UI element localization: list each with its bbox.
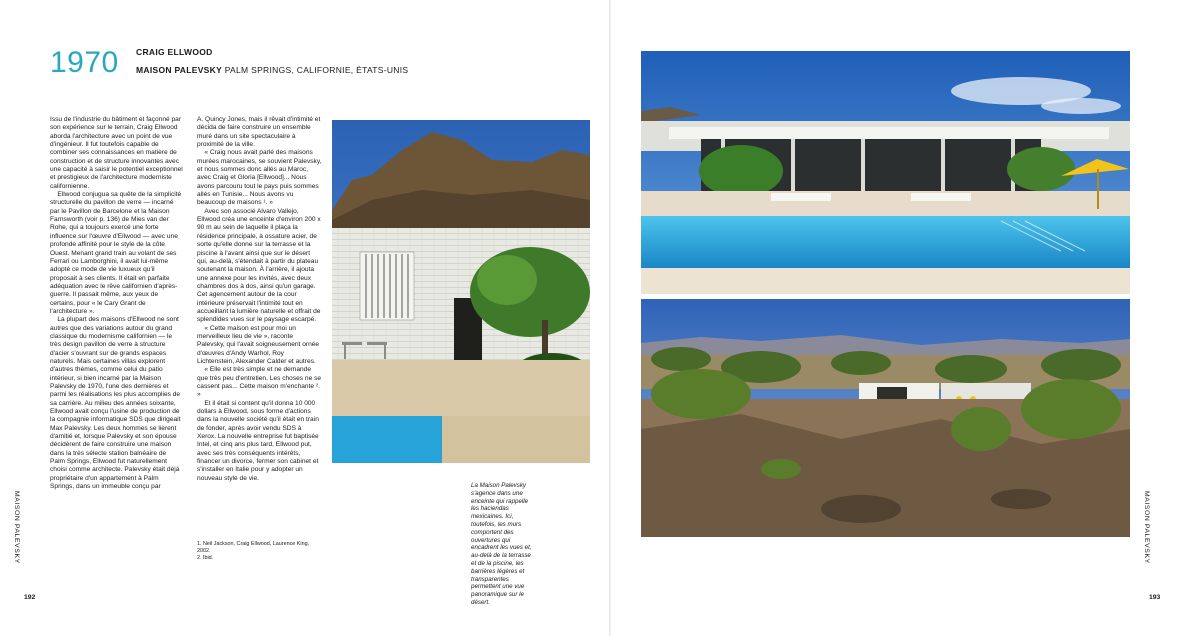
project-name: MAISON PALEVSKY — [136, 65, 223, 75]
body-column-1: Issu de l'industrie du bâtiment et façonné par son expérience sur le terrain, Craig Ellwood aborda l'architecture avec un point de vue d'ingénieur. Il fut toutefois capable de combiner ses connaissances en matière de construction et de structure innovantes avec une capacité à saisir le potentiel exceptionnel et prestigieux de l'architecture moderniste californienne. Ellwood conjugua sa quête de la simplicité structurelle du pavillon de verre — incarné par le Pavillon de Barcelone et la Maison Farnsworth (voir p. 136) de Mies van der Rohe, qui a toujours exercé une forte influence sur l'œuvre d'Ellwood — avec une profonde affinité pour le style de la côte Ouest. Menant grand train au volant de ses Ferrari ou Lamborghini, il avait lui-même adopté ce mode de vie luxueux qu'il proposait à ses clients. Il était en parfaite adéquation avec le rêve californien d'après-guerre. Il passait même, aux yeux de certains, pour « le Cary Grant de l'architecture ». La plupart des maisons d'Ellwood ne sont autres que des variations autour du grand classique du modernisme californien — le très design pavillon de verre à structure d'acier s'ouvrant sur de grands espaces naturels. Mais certaines villas explorent d'autres thèmes, comme celui du patio intérieur, si bien incarné par la Maison Palevsky de 1970, l'une des dernières et parmi les réalisations les plus accomplies de sa carrière. Au milieu des années soixante, Ellwood avait conçu l'usine de production de la compagnie informatique SDS que dirigeait Max Palevsky. Les deux hommes se lièrent d'amitié et, lorsque Palevsky et son épouse décidèrent de faire construire une maison dans la très sélecte station balnéaire de Palm Springs, Ellwood fut naturellement choisi comme architecte. Palevsky était déjà propriétaire d'un appartement à Palm Springs, dans un immeuble conçu par — [50, 116, 183, 491]
page-gutter — [609, 0, 611, 636]
footnotes: 1. Neil Jackson, Craig Ellwood, Laurence King, 2002. 2. Ibid. — [197, 541, 310, 561]
project-title — [136, 65, 408, 75]
desert-landscape-photo — [641, 299, 1130, 537]
running-head-left: MAISON PALEVSKY — [13, 491, 20, 564]
architect-name: CRAIG ELLWOOD — [136, 47, 213, 57]
body-column-2: A. Quincy Jones, mais il rêvait d'intimité et décida de faire construire un ensemble muré dans un site spectaculaire à proximité de la ville. « Craig nous avait parlé des maisons murées marocaines, se souvient Palevsky, et nous sommes donc allés au Maroc, avec Craig et Gloria [Ellwood]... Nous avons parcouru tout le pays puis sommes allés en Tunisie... Nous avons vu beaucoup de maisons ¹. » Avec son associé Alvaro Vallejo, Ellwood créa une enceinte d'environ 200 x 90 m au sein de laquelle il plaça la résidence principale, à ossature acier, de sorte qu'elle donne sur la terrasse et la piscine à l'avant ainsi que sur le désert qui, au-delà, s'étendait à partir du plateau soutenant la maison. À l'arrière, il ajouta une annexe pour les invités, avec deux chambres dos à dos, ainsi qu'un garage. Cet agencement autour de la cour intérieure préservait l'intimité tout en accueillant la lumière naturelle et offrait de splendides vues sur le paysage escarpé. « Cette maison est pour moi un merveilleux lieu de vie », raconte Palevsky, qui l'avait soigneusement ornée d'œuvres d'Andy Warhol, Roy Lichtenstein, Alexander Calder et autres. « Elle est très simple et ne demande que très peu d'entretien. Les choses ne se cassent pas... Cette maison m'enchante ². » Et il était si content qu'il donna 10 000 dollars à Ellwood, sous forme d'actions dans la nouvelle société qu'il était en train de fonder, après avoir vendu SDS à Xerox. La nouvelle entreprise fut baptisée Intel, et cinq ans plus tard, Ellwood put, avec ses très conséquents intérêts, financer un divorce, fermer son cabinet et s'installer en Italie pour y adopter un nouveau style de vie. — [197, 116, 322, 482]
page-number-right: 193 — [1149, 594, 1161, 601]
project-location: PALM SPRINGS, CALIFORNIE, ÉTATS-UNIS — [224, 65, 409, 75]
year-heading: 1970 — [50, 46, 119, 79]
running-head-right: MAISON PALEVSKY — [1143, 491, 1150, 564]
pool-house-photo — [641, 51, 1130, 294]
page-number-left: 192 — [24, 594, 36, 601]
photo-caption: La Maison Palevsky s'agence dans une enceinte qui rappelle les haciendas mexicaines. Ici, toutefois, les murs comportent des ouvertures qui encadrent les vues et, au-delà de la terrasse et de la piscine, les barrières légères et transparentes permettent une vue panoramique sur le désert. — [471, 482, 534, 606]
courtyard-photo — [332, 120, 590, 463]
